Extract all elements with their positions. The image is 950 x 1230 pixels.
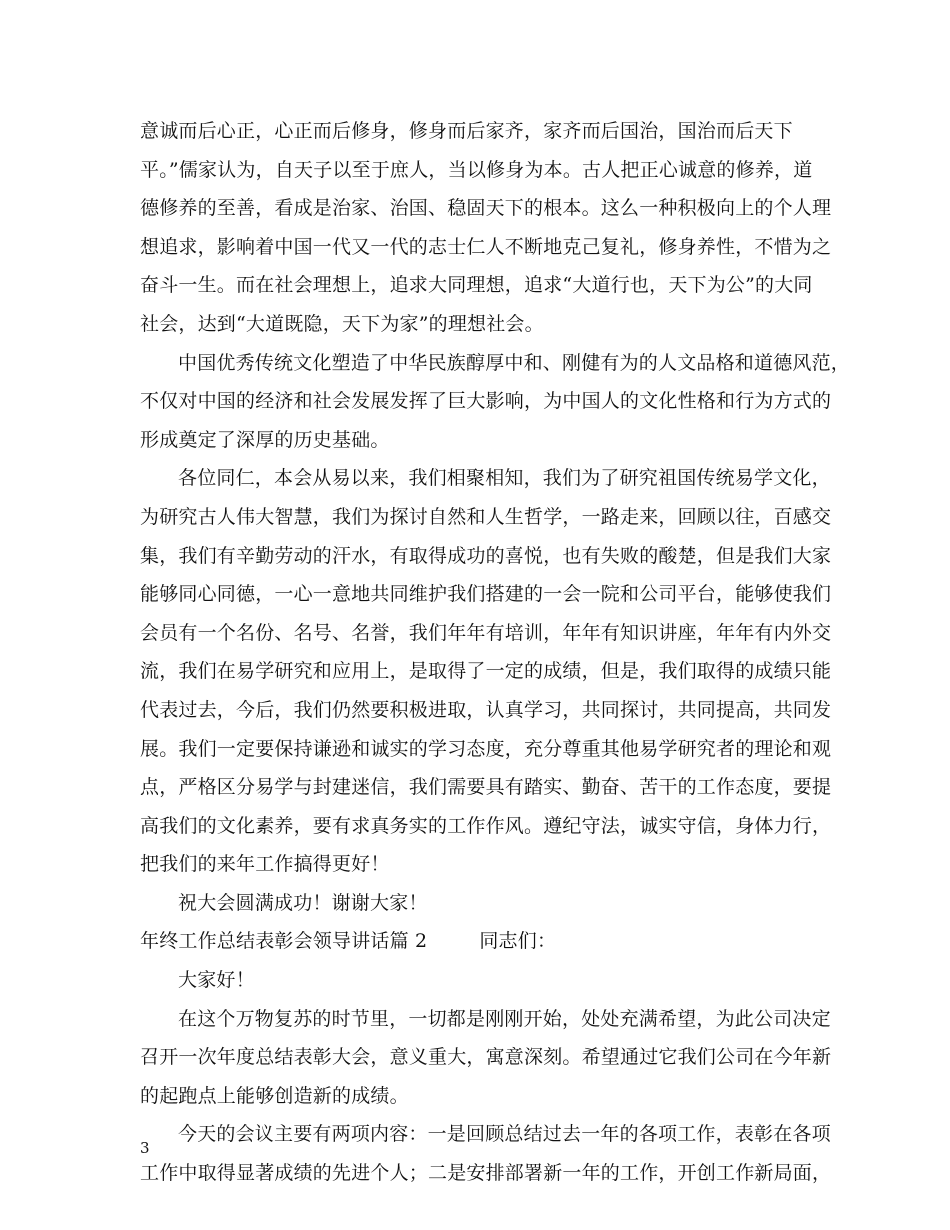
section-heading-line	[140, 922, 830, 961]
text-line: 社会，达到“大道既隐，天下为家”的理想社会。	[140, 312, 544, 335]
text-line: 为研究古人伟大智慧，我们为探讨自然和人生哲学，一路走来，回顾以往，百感交	[140, 505, 832, 528]
text-line: 流，我们在易学研究和应用上，是取得了一定的成绩，但是，我们取得的成绩只能	[140, 660, 832, 683]
salutation: 同志们：	[479, 930, 557, 953]
text-line: 意诚而后心正，心正而后修身，修身而后家齐，家齐而后国治，国治而后天下	[140, 120, 793, 142]
paragraph-start-line: 大家好！	[178, 969, 255, 992]
page-number: 3	[140, 1139, 150, 1157]
text-line: 召开一次年度总结表彰大会，意义重大，寓意深刻。希望通过它我们公司在今年新	[140, 1046, 832, 1069]
text-line: 展。我们一定要保持谦逊和诚实的学习态度，充分尊重其他易学研究者的理论和观	[140, 737, 832, 760]
text-line: 代表过去，今后，我们仍然要积极进取，认真学习，共同探讨，共同提高，共同发	[140, 698, 832, 721]
text-line: 想追求，影响着中国一代又一代的志士仁人不断地克己复礼，修身养性，不惜为之	[140, 235, 832, 258]
section-heading: 年终工作总结表彰会领导讲话篇 2	[140, 930, 428, 953]
paragraph-start-line: 在这个万物复苏的时节里，一切都是刚刚开始，处处充满希望，为此公司决定	[178, 1007, 831, 1030]
text-line: 点，严格区分易学与封建迷信，我们需要具有踏实、勤奋、苦干的工作态度，要提	[140, 776, 832, 799]
text-line: 形成奠定了深厚的历史基础。	[140, 428, 390, 451]
text-line: 集，我们有辛勤劳动的汗水，有取得成功的喜悦，也有失败的酸楚，但是我们大家	[140, 544, 832, 567]
text-line: 平。”儒家认为，自天子以至于庶人，当以修身为本。古人把正心诚意的修养，道	[140, 158, 813, 181]
text-line: 工作中取得显著成绩的先进个人；二是安排部署新一年的工作，开创工作新局面，	[140, 1162, 832, 1185]
paragraph-start-line: 各位同仁，本会从易以来，我们相聚相知，我们为了研究祖国传统易学文化，	[178, 467, 831, 490]
text-line: 的起跑点上能够创造新的成绩。	[140, 1084, 409, 1107]
text-line: 高我们的文化素养，要有求真务实的工作作风。遵纪守法，诚实守信，身体力行，	[140, 814, 832, 837]
paragraph-start-line: 今天的会议主要有两项内容：一是回顾总结过去一年的各项工作，表彰在各项	[178, 1123, 831, 1146]
paragraph-start-line: 祝大会圆满成功！谢谢大家！	[178, 891, 428, 914]
text-line: 能够同心同德，一心一意地共同维护我们搭建的一会一院和公司平台，能够使我们	[140, 583, 832, 606]
text-line: 奋斗一生。而在社会理想上，追求大同理想，追求“大道行也，天下为公”的大同	[140, 274, 813, 297]
text-line: 不仅对中国的经济和社会发展发挥了巨大影响，为中国人的文化性格和行为方式的	[140, 390, 832, 413]
text-line: 会员有一个名份、名号、名誉，我们年年有培训，年年有知识讲座，年年有内外交	[140, 621, 832, 644]
paragraph-start-line: 中国优秀传统文化塑造了中华民族醇厚中和、刚健有为的人文品格和道德风范，	[178, 351, 851, 374]
document-body	[140, 112, 851, 1193]
text-line: 德修养的至善，看成是治家、治国、稳固天下的根本。这么一种积极向上的个人理	[140, 197, 832, 220]
text-line: 把我们的来年工作搞得更好！	[140, 853, 390, 876]
